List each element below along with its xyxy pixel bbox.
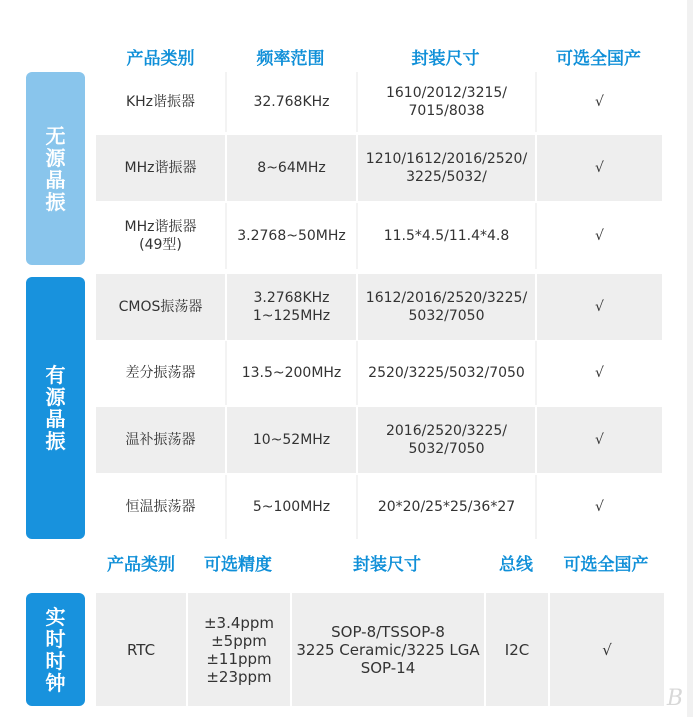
side-label-passive-text: 无源晶振 — [45, 123, 66, 214]
cell-domestic: √ — [548, 593, 664, 706]
cell-category: RTC — [126, 640, 156, 659]
cell-frequency: 10~52MHz — [225, 407, 356, 473]
table-row — [96, 475, 662, 539]
side-label-rtc-text: 实时时钟 — [45, 604, 66, 695]
header-domestic: 可选全国产 — [556, 49, 641, 69]
header-package: 封装尺寸 — [411, 49, 480, 69]
table-row-rtc — [96, 593, 664, 706]
cell-domestic: √ — [535, 475, 662, 539]
rtc-header-precision: 可选精度 — [204, 555, 272, 575]
table-row — [96, 274, 662, 340]
page-edge-strip — [687, 0, 693, 717]
cell-category: 差分振荡器 — [125, 365, 196, 381]
cell-category: MHz谐振器 — [124, 160, 197, 176]
rtc-header-domestic: 可选全国产 — [563, 555, 649, 575]
cell-category: 恒温振荡器 — [125, 499, 196, 515]
cell-domestic: √ — [535, 274, 662, 340]
cell-frequency: 13.5~200MHz — [225, 341, 356, 405]
header-frequency: 频率范围 — [256, 49, 325, 69]
cell-frequency: 5~100MHz — [225, 475, 356, 539]
table-row — [96, 135, 662, 201]
cell-domestic: √ — [535, 407, 662, 473]
cell-package: SOP-8/TSSOP-8 3225 Ceramic/3225 LGA SOP-14 — [290, 593, 484, 706]
cell-domestic: √ — [535, 135, 662, 201]
side-label-real-time-clock — [26, 593, 85, 706]
cell-package: 2016/2520/3225/ 5032/7050 — [356, 407, 535, 473]
cell-category: 温补振荡器 — [125, 432, 196, 448]
cell-domestic: √ — [535, 341, 662, 405]
cell-package: 1610/2012/3215/ 7015/8038 — [356, 72, 535, 132]
side-label-active-oscillator — [26, 277, 85, 539]
rtc-header-category: 产品类别 — [107, 555, 175, 575]
cell-category: KHz谐振器 — [125, 94, 196, 110]
cell-bus: I2C — [484, 593, 548, 706]
watermark-logo-glyph: B — [666, 686, 683, 711]
cell-category: MHz谐振器 (49型) — [124, 219, 197, 253]
table-row — [96, 72, 662, 132]
side-label-passive-crystal — [26, 72, 85, 265]
cell-domestic: √ — [535, 72, 662, 132]
cell-category: CMOS振荡器 — [118, 299, 203, 315]
cell-package: 2520/3225/5032/7050 — [356, 341, 535, 405]
cell-frequency: 3.2768~50MHz — [225, 203, 356, 269]
cell-package: 1612/2016/2520/3225/ 5032/7050 — [356, 274, 535, 340]
cell-frequency: 32.768KHz — [225, 72, 356, 132]
cell-frequency: 3.2768KHz 1~125MHz — [225, 274, 356, 340]
rtc-header-package: 封装尺寸 — [353, 555, 421, 575]
table-row — [96, 203, 662, 269]
table-row — [96, 407, 662, 473]
cell-package: 20*20/25*25/36*27 — [356, 475, 535, 539]
cell-package: 1210/1612/2016/2520/ 3225/5032/ — [356, 135, 535, 201]
header-category: 产品类别 — [126, 49, 195, 69]
cell-precision: ±3.4ppm ±5ppm ±11ppm ±23ppm — [186, 593, 290, 706]
cell-domestic: √ — [535, 203, 662, 269]
rtc-header-bus: 总线 — [499, 555, 533, 575]
side-label-active-text: 有源晶振 — [45, 363, 66, 453]
table-row — [96, 341, 662, 405]
cell-package: 11.5*4.5/11.4*4.8 — [356, 203, 535, 269]
cell-frequency: 8~64MHz — [225, 135, 356, 201]
watermark-logo — [667, 686, 683, 711]
